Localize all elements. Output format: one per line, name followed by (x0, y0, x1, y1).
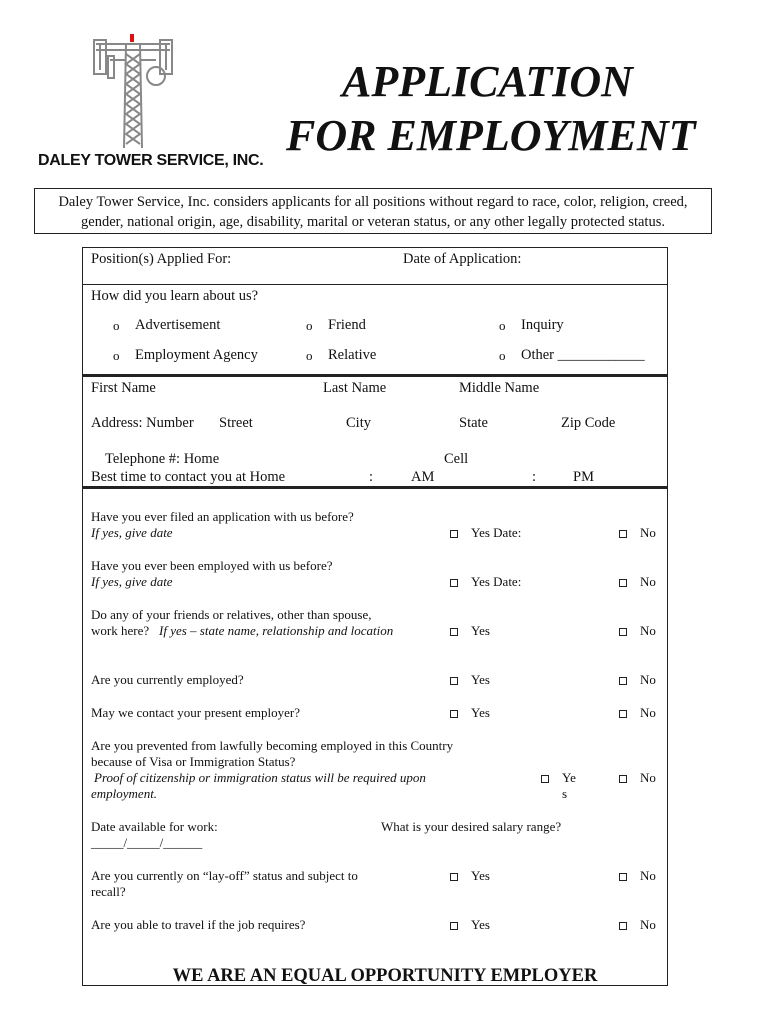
radio-employment-agency[interactable]: o (113, 348, 120, 363)
time-colon: : (532, 469, 537, 485)
notice-line1: Daley Tower Service, Inc. considers applicants for all positions without regard to race, color, religion, creed, (58, 194, 688, 210)
visa-no-label: No (640, 770, 656, 785)
current-employed-question: Are you currently employed? (91, 672, 244, 687)
street-label: Street (219, 415, 253, 431)
current-yes-checkbox[interactable] (450, 677, 458, 685)
company-name: DALEY TOWER SERVICE, INC. (38, 152, 264, 169)
option-employment-agency: Employment Agency (135, 347, 258, 363)
equal-opportunity-footer: WE ARE AN EQUAL OPPORTUNITY EMPLOYER (172, 966, 598, 986)
salary-range-label: What is your desired salary range? (381, 819, 562, 834)
employed-no-checkbox[interactable] (619, 579, 627, 587)
layoff-no-checkbox[interactable] (619, 873, 627, 881)
last-name-label: Last Name (323, 380, 387, 396)
option-friend: Friend (328, 317, 366, 333)
relatives-no-checkbox[interactable] (619, 628, 627, 636)
employed-yes-checkbox[interactable] (450, 579, 458, 587)
divider (83, 486, 667, 489)
radio-inquiry[interactable]: o (499, 318, 506, 333)
travel-no-label: No (640, 917, 656, 932)
relatives-question: Do any of your friends or relatives, other than spouse, (91, 607, 372, 622)
layoff-yes-checkbox[interactable] (450, 873, 458, 881)
first-name-label: First Name (91, 380, 156, 396)
filed-no-label: No (640, 525, 656, 540)
notice-line2: gender, national origin, age, disability, marital or veteran status, or any other legally protected status. (81, 214, 665, 230)
relatives-yes-checkbox[interactable] (450, 628, 458, 636)
divider (83, 284, 667, 285)
page-title-line1: APPLICATION (342, 57, 633, 106)
pm-label: PM (573, 469, 594, 485)
contact-no-label: No (640, 705, 656, 720)
travel-yes-checkbox[interactable] (450, 922, 458, 930)
layoff-yes-label: Yes (471, 868, 490, 883)
contact-no-checkbox[interactable] (619, 710, 627, 718)
travel-no-checkbox[interactable] (619, 922, 627, 930)
filed-no-checkbox[interactable] (619, 530, 627, 538)
source-question: How did you learn about us? (91, 288, 259, 304)
option-relative: Relative (328, 347, 377, 363)
middle-name-label: Middle Name (459, 380, 540, 396)
employed-yes-label: Yes Date: (471, 574, 522, 589)
current-yes-label: Yes (471, 672, 490, 687)
filed-yes-label: Yes Date: (471, 525, 522, 540)
visa-no-checkbox[interactable] (619, 775, 627, 783)
option-advertisement: Advertisement (135, 317, 221, 333)
cell-label: Cell (444, 451, 469, 467)
current-no-label: No (640, 672, 656, 687)
layoff-no-label: No (640, 868, 656, 883)
radio-other[interactable]: o (499, 348, 506, 363)
filed-subtext: If yes, give date (91, 525, 173, 540)
employed-no-label: No (640, 574, 656, 589)
contact-yes-checkbox[interactable] (450, 710, 458, 718)
best-time-label: Best time to contact you at Home (91, 469, 286, 485)
filed-question: Have you ever filed an application with us before? (91, 509, 354, 524)
visa-yes-checkbox[interactable] (541, 775, 549, 783)
telephone-home-label: Telephone #: Home (105, 451, 220, 467)
radio-relative[interactable]: o (306, 348, 313, 363)
date-available-blank[interactable]: _____/_____/______ (91, 835, 203, 850)
date-of-application-label: Date of Application: (403, 251, 522, 267)
company-logo (38, 30, 288, 180)
zip-code-label: Zip Code (561, 415, 616, 431)
relatives-no-label: No (640, 623, 656, 638)
visa-subtext: Proof of citizenship or immigration status will be required upon (94, 770, 426, 785)
travel-yes-label: Yes (471, 917, 490, 932)
visa-subtext-line2: employment. (91, 786, 158, 801)
state-label: State (459, 415, 488, 431)
radio-friend[interactable]: o (306, 318, 313, 333)
employed-subtext: If yes, give date (91, 574, 173, 589)
divider (83, 374, 667, 377)
page-title-line2: FOR EMPLOYMENT (286, 111, 696, 160)
time-colon: : (369, 469, 374, 485)
layoff-question: Are you currently on “lay-off” status and subject to (91, 868, 358, 883)
radio-advertisement[interactable]: o (113, 318, 120, 333)
contact-yes-label: Yes (471, 705, 490, 720)
visa-question: Are you prevented from lawfully becoming employed in this Country (91, 738, 454, 753)
visa-yes-label-wrap: s (562, 786, 568, 801)
employed-question: Have you ever been employed with us before? (91, 558, 333, 573)
tower-icon (38, 30, 288, 150)
visa-question-line2: because of Visa or Immigration Status? (91, 754, 296, 769)
travel-question: Are you able to travel if the job requires? (91, 917, 306, 932)
address-number-label: Address: Number (91, 415, 194, 431)
filed-yes-checkbox[interactable] (450, 530, 458, 538)
current-no-checkbox[interactable] (619, 677, 627, 685)
contact-employer-question: May we contact your present employer? (91, 705, 301, 720)
application-form (82, 247, 668, 986)
relatives-subtext: If yes – state name, relationship and location (159, 623, 394, 638)
option-inquiry: Inquiry (521, 317, 564, 333)
city-label: City (346, 415, 371, 431)
relatives-question-line2: work here? (91, 623, 150, 638)
visa-yes-label: Ye (562, 770, 576, 785)
relatives-yes-label: Yes (471, 623, 490, 638)
equal-opportunity-notice (34, 188, 712, 234)
layoff-question-line2: recall? (91, 884, 126, 899)
position-applied-label: Position(s) Applied For: (91, 251, 232, 267)
date-available-label: Date available for work: (91, 819, 218, 834)
option-other: Other ____________ (521, 347, 645, 363)
am-label: AM (411, 469, 435, 485)
